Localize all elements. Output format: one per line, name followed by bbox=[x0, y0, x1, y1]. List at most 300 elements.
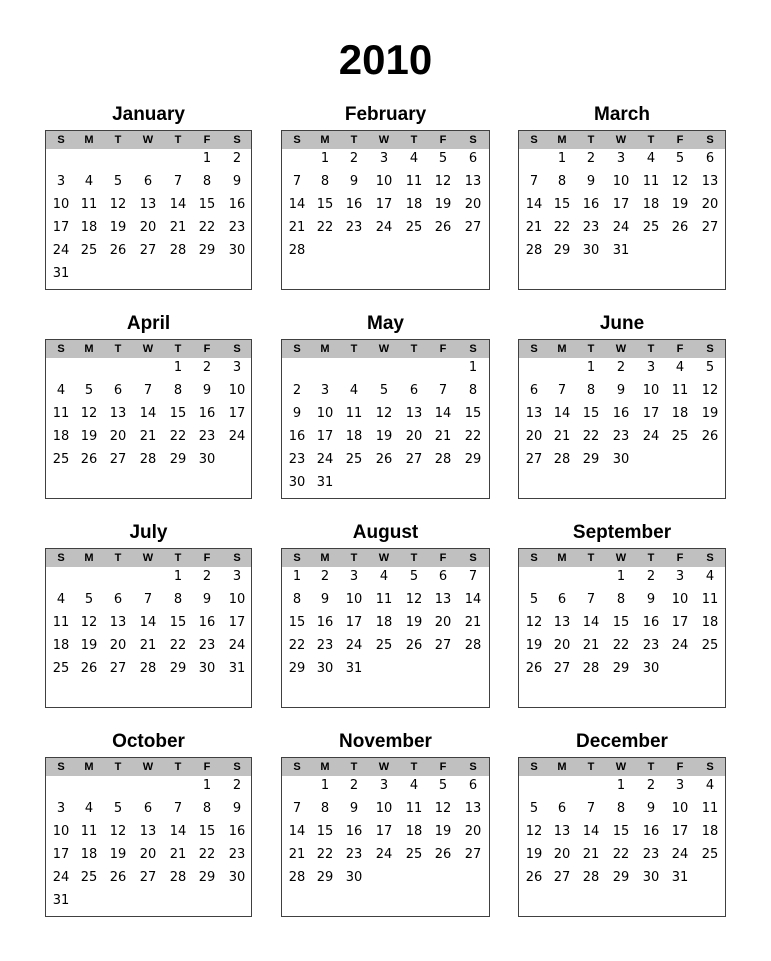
month-grid bbox=[281, 757, 490, 917]
weekday-label: S bbox=[530, 552, 538, 564]
day-cell: 3 bbox=[379, 778, 389, 793]
day-cell: 11 bbox=[671, 383, 689, 398]
weekday-label: T bbox=[350, 761, 358, 773]
day-cell: 21 bbox=[288, 847, 306, 862]
day-cell: 11 bbox=[345, 406, 363, 421]
weekday-header bbox=[282, 758, 489, 776]
day-cell: 5 bbox=[438, 778, 448, 793]
weekday-label: T bbox=[647, 761, 655, 773]
day-cell: 18 bbox=[52, 638, 70, 653]
day-cell: 6 bbox=[557, 592, 567, 607]
day-cell: 25 bbox=[52, 452, 70, 467]
weekday-label: M bbox=[320, 761, 330, 773]
weekday-label: S bbox=[57, 134, 65, 146]
day-cell: 2 bbox=[202, 569, 212, 584]
day-cell: 5 bbox=[438, 151, 448, 166]
month-august bbox=[281, 521, 490, 708]
day-cell: 31 bbox=[228, 661, 246, 676]
day-cell: 29 bbox=[464, 452, 482, 467]
weekday-label: M bbox=[320, 552, 330, 564]
day-cell: 7 bbox=[292, 174, 302, 189]
day-cell: 21 bbox=[553, 429, 571, 444]
weekday-label: F bbox=[439, 761, 447, 773]
day-cell: 4 bbox=[56, 592, 66, 607]
day-cell: 27 bbox=[525, 452, 543, 467]
month-name: July bbox=[129, 522, 168, 543]
month-name: June bbox=[599, 313, 645, 334]
day-cell: 5 bbox=[409, 569, 419, 584]
month-name: January bbox=[112, 104, 185, 125]
day-cell: 18 bbox=[701, 824, 719, 839]
day-cell: 8 bbox=[173, 383, 183, 398]
day-cell: 31 bbox=[345, 661, 363, 676]
day-cell: 8 bbox=[173, 592, 183, 607]
day-cell: 29 bbox=[582, 452, 600, 467]
day-cell: 25 bbox=[405, 847, 423, 862]
weekday-label: W bbox=[142, 761, 154, 773]
day-cell: 21 bbox=[582, 638, 600, 653]
day-cell: 17 bbox=[642, 406, 660, 421]
day-cell: 19 bbox=[405, 615, 423, 630]
day-cell: 30 bbox=[198, 661, 216, 676]
weekday-header bbox=[519, 340, 725, 358]
day-cell: 10 bbox=[52, 197, 70, 212]
day-cell: 3 bbox=[349, 569, 359, 584]
day-cell: 14 bbox=[139, 406, 157, 421]
day-cell: 22 bbox=[316, 220, 334, 235]
day-cell: 15 bbox=[198, 824, 216, 839]
day-cell: 31 bbox=[52, 893, 70, 908]
day-cell: 26 bbox=[525, 661, 543, 676]
day-cell: 15 bbox=[582, 406, 600, 421]
day-cell: 27 bbox=[553, 661, 571, 676]
day-cell: 28 bbox=[582, 870, 600, 885]
weekday-label: F bbox=[676, 343, 684, 355]
weekday-label: S bbox=[706, 134, 714, 146]
weekday-label: T bbox=[410, 552, 418, 564]
day-cell: 5 bbox=[705, 360, 715, 375]
day-cell: 21 bbox=[525, 220, 543, 235]
day-cell: 5 bbox=[675, 151, 685, 166]
day-cell: 29 bbox=[316, 870, 334, 885]
day-cell: 1 bbox=[616, 778, 626, 793]
month-name: November bbox=[339, 731, 432, 752]
day-cell: 20 bbox=[109, 638, 127, 653]
month-name: April bbox=[126, 313, 171, 334]
day-cell: 22 bbox=[198, 847, 216, 862]
day-cell: 2 bbox=[202, 360, 212, 375]
day-cell: 9 bbox=[646, 592, 656, 607]
day-cell: 28 bbox=[525, 243, 543, 258]
day-cell: 4 bbox=[705, 569, 715, 584]
weekday-label: S bbox=[530, 343, 538, 355]
day-cell: 2 bbox=[646, 569, 656, 584]
day-cell: 6 bbox=[529, 383, 539, 398]
day-cell: 24 bbox=[671, 638, 689, 653]
month-grid bbox=[281, 339, 490, 499]
day-cell: 7 bbox=[173, 801, 183, 816]
day-cell: 27 bbox=[434, 638, 452, 653]
day-cell: 24 bbox=[228, 638, 246, 653]
day-cell: 15 bbox=[169, 406, 187, 421]
day-cell: 2 bbox=[616, 360, 626, 375]
day-cell: 9 bbox=[202, 383, 212, 398]
day-cell: 27 bbox=[464, 220, 482, 235]
day-cell: 29 bbox=[288, 661, 306, 676]
day-cell: 15 bbox=[198, 197, 216, 212]
day-cell: 20 bbox=[109, 429, 127, 444]
month-december bbox=[518, 730, 726, 917]
day-cell: 11 bbox=[642, 174, 660, 189]
day-cell: 16 bbox=[345, 824, 363, 839]
day-cell: 16 bbox=[198, 406, 216, 421]
weekday-header bbox=[46, 549, 251, 567]
day-cell: 6 bbox=[438, 569, 448, 584]
weekday-label: S bbox=[706, 552, 714, 564]
day-cell: 12 bbox=[525, 615, 543, 630]
day-cell: 7 bbox=[529, 174, 539, 189]
month-grid bbox=[281, 548, 490, 708]
day-cell: 22 bbox=[169, 429, 187, 444]
month-name: October bbox=[112, 731, 185, 752]
day-cell: 18 bbox=[80, 220, 98, 235]
day-cell: 13 bbox=[405, 406, 423, 421]
weekday-header bbox=[46, 131, 251, 149]
day-cell: 1 bbox=[320, 151, 330, 166]
day-cell: 8 bbox=[320, 801, 330, 816]
day-cell: 18 bbox=[701, 615, 719, 630]
day-cell: 12 bbox=[80, 406, 98, 421]
weekday-label: T bbox=[114, 134, 122, 146]
day-cell: 8 bbox=[202, 174, 212, 189]
day-cell: 13 bbox=[553, 824, 571, 839]
day-cell: 27 bbox=[139, 243, 157, 258]
day-cell: 18 bbox=[345, 429, 363, 444]
day-cell: 14 bbox=[288, 824, 306, 839]
day-cell: 14 bbox=[464, 592, 482, 607]
day-cell: 25 bbox=[375, 638, 393, 653]
weekday-label: M bbox=[320, 134, 330, 146]
day-cell: 21 bbox=[434, 429, 452, 444]
weekday-label: F bbox=[203, 343, 211, 355]
weekday-label: T bbox=[174, 761, 182, 773]
day-cell: 19 bbox=[671, 197, 689, 212]
weekday-label: T bbox=[174, 134, 182, 146]
day-cell: 4 bbox=[56, 383, 66, 398]
day-cell: 24 bbox=[671, 847, 689, 862]
day-cell: 24 bbox=[52, 870, 70, 885]
day-cell: 25 bbox=[405, 220, 423, 235]
day-cell: 20 bbox=[525, 429, 543, 444]
day-cell: 12 bbox=[109, 824, 127, 839]
day-cell: 27 bbox=[139, 870, 157, 885]
day-cell: 14 bbox=[288, 197, 306, 212]
day-cell: 25 bbox=[701, 638, 719, 653]
weekday-label: S bbox=[293, 761, 301, 773]
weekday-label: T bbox=[350, 552, 358, 564]
day-cell: 28 bbox=[139, 452, 157, 467]
day-cell: 14 bbox=[169, 197, 187, 212]
weekday-label: T bbox=[350, 343, 358, 355]
day-cell: 7 bbox=[586, 801, 596, 816]
day-cell: 11 bbox=[80, 197, 98, 212]
day-cell: 29 bbox=[612, 661, 630, 676]
month-july bbox=[45, 521, 252, 708]
day-cell: 24 bbox=[375, 220, 393, 235]
day-cell: 6 bbox=[409, 383, 419, 398]
day-cell: 26 bbox=[525, 870, 543, 885]
day-cell: 18 bbox=[375, 615, 393, 630]
weekday-label: S bbox=[530, 134, 538, 146]
day-cell: 4 bbox=[409, 778, 419, 793]
day-cell: 3 bbox=[675, 778, 685, 793]
day-cell: 25 bbox=[701, 847, 719, 862]
day-cell: 24 bbox=[612, 220, 630, 235]
month-name: May bbox=[367, 313, 404, 334]
day-cell: 6 bbox=[468, 151, 478, 166]
day-cell: 9 bbox=[646, 801, 656, 816]
weekday-label: S bbox=[57, 552, 65, 564]
day-cell: 23 bbox=[198, 429, 216, 444]
day-cell: 9 bbox=[232, 174, 242, 189]
day-cell: 22 bbox=[316, 847, 334, 862]
day-cell: 29 bbox=[169, 661, 187, 676]
month-october bbox=[45, 730, 252, 917]
day-cell: 16 bbox=[198, 615, 216, 630]
day-cell: 3 bbox=[232, 569, 242, 584]
day-cell: 24 bbox=[642, 429, 660, 444]
month-april bbox=[45, 312, 252, 499]
day-cell: 1 bbox=[202, 151, 212, 166]
day-cell: 2 bbox=[646, 778, 656, 793]
day-cell: 17 bbox=[228, 615, 246, 630]
day-cell: 7 bbox=[438, 383, 448, 398]
day-cell: 14 bbox=[582, 824, 600, 839]
day-cell: 5 bbox=[529, 592, 539, 607]
day-cell: 7 bbox=[468, 569, 478, 584]
weekday-label: T bbox=[587, 761, 595, 773]
day-cell: 24 bbox=[375, 847, 393, 862]
month-name: September bbox=[572, 522, 672, 543]
day-cell: 5 bbox=[84, 592, 94, 607]
day-cell: 2 bbox=[586, 151, 596, 166]
day-cell: 17 bbox=[52, 220, 70, 235]
weekday-label: S bbox=[233, 134, 241, 146]
day-cell: 31 bbox=[52, 266, 70, 281]
day-cell: 16 bbox=[288, 429, 306, 444]
weekday-label: S bbox=[469, 343, 477, 355]
day-cell: 14 bbox=[139, 615, 157, 630]
weekday-label: S bbox=[530, 761, 538, 773]
day-cell: 13 bbox=[464, 801, 482, 816]
weekday-label: F bbox=[676, 134, 684, 146]
month-may bbox=[281, 312, 490, 499]
day-cell: 30 bbox=[642, 870, 660, 885]
weekday-label: F bbox=[203, 552, 211, 564]
weekday-label: T bbox=[587, 552, 595, 564]
month-september bbox=[518, 521, 726, 708]
month-grid bbox=[45, 130, 252, 290]
weekday-label: W bbox=[378, 134, 390, 146]
day-cell: 16 bbox=[228, 197, 246, 212]
day-cell: 22 bbox=[198, 220, 216, 235]
day-cell: 1 bbox=[202, 778, 212, 793]
weekday-label: S bbox=[706, 761, 714, 773]
day-cell: 17 bbox=[228, 406, 246, 421]
weekday-label: T bbox=[114, 552, 122, 564]
weekday-label: S bbox=[233, 761, 241, 773]
day-cell: 30 bbox=[345, 870, 363, 885]
day-cell: 9 bbox=[349, 801, 359, 816]
day-cell: 22 bbox=[612, 847, 630, 862]
day-cell: 20 bbox=[464, 824, 482, 839]
day-cell: 3 bbox=[616, 151, 626, 166]
day-cell: 27 bbox=[553, 870, 571, 885]
day-cell: 30 bbox=[198, 452, 216, 467]
day-cell: 13 bbox=[525, 406, 543, 421]
day-cell: 14 bbox=[434, 406, 452, 421]
day-cell: 8 bbox=[586, 383, 596, 398]
weekday-label: M bbox=[557, 134, 567, 146]
day-cell: 27 bbox=[701, 220, 719, 235]
day-cell: 7 bbox=[143, 383, 153, 398]
weekday-label: T bbox=[114, 343, 122, 355]
weekday-label: S bbox=[57, 343, 65, 355]
weekday-label: T bbox=[587, 134, 595, 146]
day-cell: 7 bbox=[586, 592, 596, 607]
day-cell: 17 bbox=[316, 429, 334, 444]
day-cell: 24 bbox=[316, 452, 334, 467]
weekday-label: T bbox=[647, 343, 655, 355]
month-name: December bbox=[576, 731, 668, 752]
weekday-label: T bbox=[647, 552, 655, 564]
day-cell: 7 bbox=[557, 383, 567, 398]
day-cell: 14 bbox=[525, 197, 543, 212]
day-cell: 3 bbox=[379, 151, 389, 166]
day-cell: 8 bbox=[292, 592, 302, 607]
day-cell: 11 bbox=[405, 174, 423, 189]
day-cell: 12 bbox=[109, 197, 127, 212]
weekday-label: S bbox=[469, 134, 477, 146]
day-cell: 3 bbox=[646, 360, 656, 375]
day-cell: 17 bbox=[375, 197, 393, 212]
day-cell: 4 bbox=[379, 569, 389, 584]
month-november bbox=[281, 730, 490, 917]
day-cell: 1 bbox=[616, 569, 626, 584]
day-cell: 3 bbox=[56, 174, 66, 189]
day-cell: 29 bbox=[198, 870, 216, 885]
day-cell: 9 bbox=[320, 592, 330, 607]
day-cell: 26 bbox=[109, 243, 127, 258]
weekday-header bbox=[46, 340, 251, 358]
day-cell: 23 bbox=[288, 452, 306, 467]
month-grid bbox=[518, 548, 726, 708]
day-cell: 23 bbox=[345, 220, 363, 235]
weekday-label: M bbox=[84, 343, 94, 355]
weekday-label: T bbox=[410, 343, 418, 355]
day-cell: 5 bbox=[113, 801, 123, 816]
day-cell: 27 bbox=[109, 452, 127, 467]
day-cell: 6 bbox=[143, 174, 153, 189]
day-cell: 16 bbox=[228, 824, 246, 839]
weekday-label: W bbox=[142, 134, 154, 146]
day-cell: 17 bbox=[375, 824, 393, 839]
day-cell: 6 bbox=[113, 592, 123, 607]
day-cell: 5 bbox=[529, 801, 539, 816]
day-cell: 19 bbox=[80, 429, 98, 444]
day-cell: 25 bbox=[80, 870, 98, 885]
day-cell: 11 bbox=[701, 592, 719, 607]
day-cell: 10 bbox=[671, 592, 689, 607]
weekday-label: M bbox=[557, 343, 567, 355]
day-cell: 8 bbox=[616, 592, 626, 607]
weekday-label: M bbox=[84, 134, 94, 146]
day-cell: 29 bbox=[553, 243, 571, 258]
month-grid bbox=[281, 130, 490, 290]
day-cell: 9 bbox=[616, 383, 626, 398]
day-cell: 2 bbox=[320, 569, 330, 584]
day-cell: 7 bbox=[173, 174, 183, 189]
day-cell: 28 bbox=[139, 661, 157, 676]
month-january bbox=[45, 103, 252, 290]
day-cell: 1 bbox=[292, 569, 302, 584]
day-cell: 12 bbox=[671, 174, 689, 189]
day-cell: 13 bbox=[139, 197, 157, 212]
day-cell: 30 bbox=[316, 661, 334, 676]
day-cell: 8 bbox=[616, 801, 626, 816]
day-cell: 19 bbox=[80, 638, 98, 653]
day-cell: 24 bbox=[228, 429, 246, 444]
weekday-label: M bbox=[84, 552, 94, 564]
day-cell: 8 bbox=[557, 174, 567, 189]
day-cell: 23 bbox=[582, 220, 600, 235]
day-cell: 20 bbox=[464, 197, 482, 212]
day-cell: 22 bbox=[288, 638, 306, 653]
day-cell: 13 bbox=[109, 406, 127, 421]
day-cell: 8 bbox=[320, 174, 330, 189]
weekday-label: S bbox=[469, 761, 477, 773]
day-cell: 20 bbox=[139, 220, 157, 235]
day-cell: 13 bbox=[434, 592, 452, 607]
day-cell: 3 bbox=[56, 801, 66, 816]
day-cell: 2 bbox=[232, 778, 242, 793]
weekday-label: T bbox=[587, 343, 595, 355]
day-cell: 20 bbox=[553, 847, 571, 862]
day-cell: 29 bbox=[198, 243, 216, 258]
weekday-label: T bbox=[174, 343, 182, 355]
day-cell: 4 bbox=[675, 360, 685, 375]
day-cell: 4 bbox=[84, 174, 94, 189]
day-cell: 5 bbox=[84, 383, 94, 398]
day-cell: 13 bbox=[701, 174, 719, 189]
day-cell: 28 bbox=[582, 661, 600, 676]
day-cell: 21 bbox=[169, 847, 187, 862]
day-cell: 5 bbox=[379, 383, 389, 398]
day-cell: 9 bbox=[349, 174, 359, 189]
day-cell: 12 bbox=[80, 615, 98, 630]
month-grid bbox=[45, 757, 252, 917]
day-cell: 18 bbox=[405, 824, 423, 839]
weekday-label: S bbox=[233, 343, 241, 355]
day-cell: 19 bbox=[109, 220, 127, 235]
day-cell: 17 bbox=[671, 615, 689, 630]
weekday-label: W bbox=[615, 552, 627, 564]
day-cell: 15 bbox=[612, 824, 630, 839]
month-february bbox=[281, 103, 490, 290]
day-cell: 14 bbox=[582, 615, 600, 630]
weekday-label: F bbox=[203, 134, 211, 146]
day-cell: 9 bbox=[202, 592, 212, 607]
